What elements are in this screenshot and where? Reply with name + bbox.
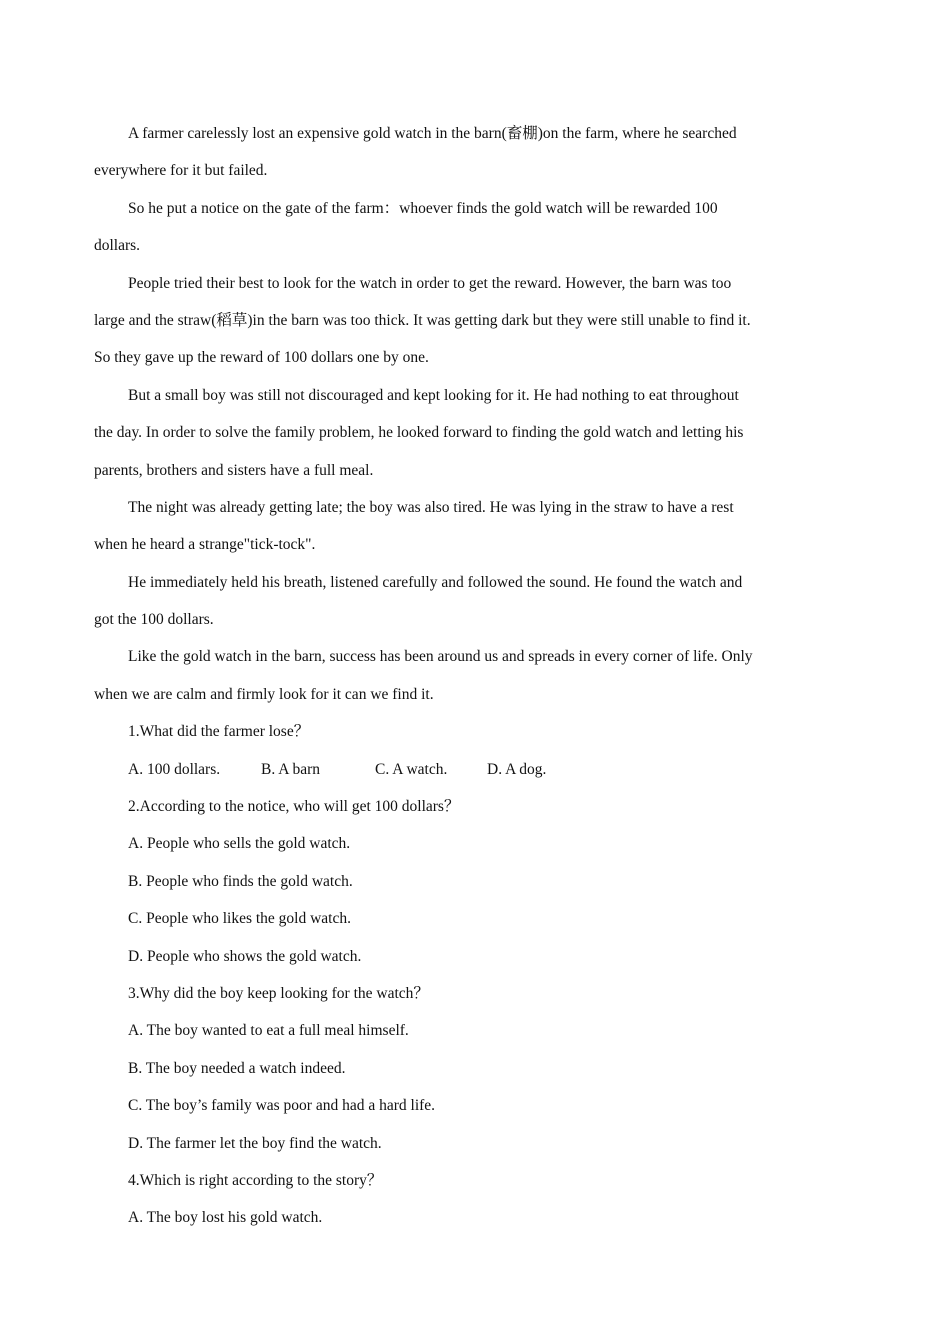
option-a: A. People who sells the gold watch.	[128, 835, 351, 853]
passage-line: But a small boy was still not discouraged and kept looking for it. He had nothing to eat throughout	[128, 386, 739, 404]
question-stem: 1.What did the farmer lose？	[128, 723, 310, 741]
option-c: C. A watch.	[375, 760, 448, 778]
passage-line: People tried their best to look for the watch in order to get the reward. However, the barn was too	[128, 274, 732, 292]
passage-line: Like the gold watch in the barn, success has been around us and spreads in every corner of life. Only	[128, 648, 753, 666]
passage-line: So he put a notice on the gate of the farm：whoever finds the gold watch will be rewarded 100	[128, 199, 718, 217]
passage-line: when he heard a strange"tick-tock".	[94, 536, 316, 554]
passage-line: dollars.	[94, 237, 141, 255]
passage-line: everywhere for it but failed.	[94, 162, 268, 180]
document-page	[94, 115, 810, 1237]
option-b: B. People who finds the gold watch.	[128, 872, 353, 890]
option-d: D. The farmer let the boy find the watch.	[128, 1134, 382, 1152]
question-stem: 3.Why did the boy keep looking for the watch？	[128, 984, 429, 1002]
passage-line: large and the straw(稻草)in the barn was too thick. It was getting dark but they were still unable to find it.	[94, 311, 751, 329]
question-2	[94, 788, 810, 975]
question-stem: 4.Which is right according to the story？	[128, 1171, 383, 1189]
passage-line: the day. In order to solve the family problem, he looked forward to finding the gold watch and letting his	[94, 424, 744, 442]
question-stem: 2.According to the notice, who will get 100 dollars？	[128, 798, 460, 816]
option-row	[94, 751, 810, 788]
option-b: B. A barn	[261, 760, 320, 778]
passage-line: A farmer carelessly lost an expensive gold watch in the barn(畜棚)on the farm, where he searched	[128, 125, 737, 142]
passage-line: So they gave up the reward of 100 dollars one by one.	[94, 349, 429, 367]
question-3	[94, 975, 810, 1162]
passage-line: when we are calm and firmly look for it can we find it.	[94, 685, 434, 703]
option-d: D. People who shows the gold watch.	[128, 947, 362, 965]
question-list	[94, 713, 810, 1236]
passage-line: He immediately held his breath, listened carefully and followed the sound. He found the watch and	[128, 573, 743, 591]
option-a: A. The boy lost his gold watch.	[128, 1209, 323, 1227]
option-a: A. 100 dollars.	[128, 760, 221, 778]
option-c: C. The boy’s family was poor and had a hard life.	[128, 1097, 436, 1115]
option-a: A. The boy wanted to eat a full meal himself.	[128, 1022, 409, 1040]
option-d: D. A dog.	[487, 760, 547, 778]
passage-line: The night was already getting late; the boy was also tired. He was lying in the straw to have a rest	[128, 498, 734, 516]
passage-line: parents, brothers and sisters have a full meal.	[94, 461, 374, 479]
question-4	[94, 1162, 810, 1237]
passage-line: got the 100 dollars.	[94, 611, 214, 629]
option-c: C. People who likes the gold watch.	[128, 910, 351, 928]
question-1	[94, 713, 810, 788]
reading-passage	[94, 115, 810, 713]
option-b: B. The boy needed a watch indeed.	[128, 1059, 346, 1077]
